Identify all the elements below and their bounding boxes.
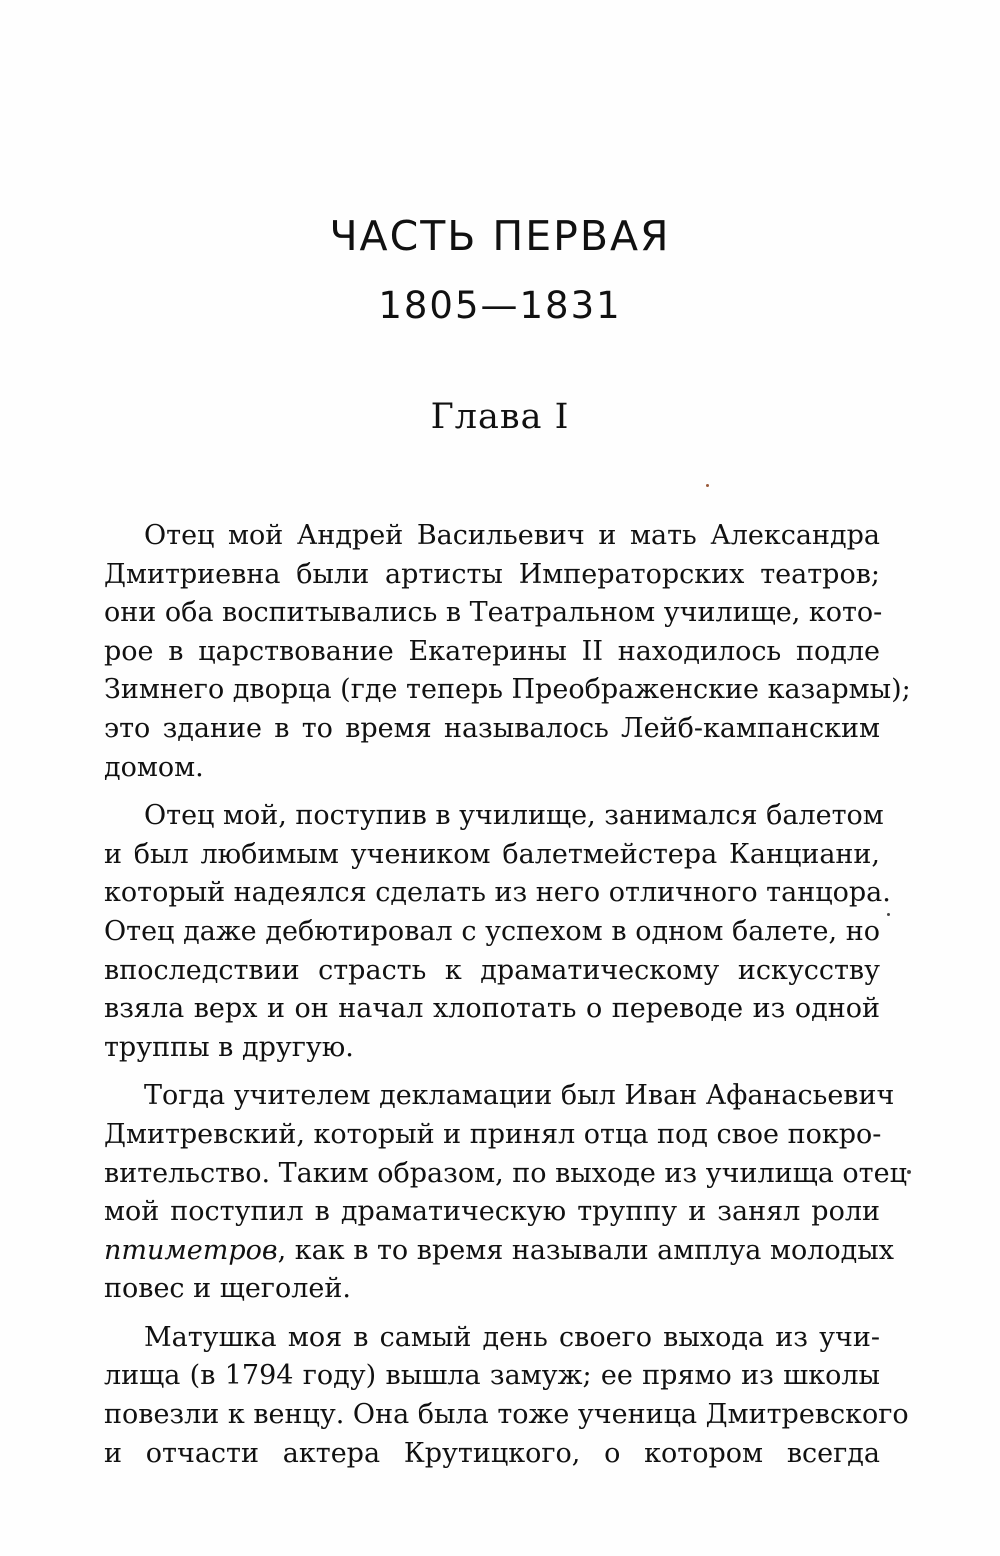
text-line: Дмитревский, который и принял отца под свое покро- bbox=[104, 1118, 882, 1150]
text-line: домом. bbox=[104, 751, 204, 783]
text-line: Зимнего дворца (где теперь Преображенские казармы); bbox=[104, 674, 911, 706]
text-run: , как в то время называли амплуа молодых bbox=[277, 1234, 894, 1266]
text-line: повезли к венцу. Она была тоже ученица Дмитревского bbox=[104, 1399, 909, 1431]
text-line: Матушка моя в самый день своего выхода из учи- bbox=[144, 1321, 880, 1353]
text-line: лища (в 1794 году) вышла замуж; ее прямо из школы bbox=[104, 1360, 880, 1392]
text-line: вительство. Таким образом, по выходе из училища отец bbox=[104, 1157, 907, 1189]
text-line: и отчасти актера Крутицкого, о котором всегда bbox=[104, 1437, 880, 1469]
text-line: Отец даже дебютировал с успехом в одном балете, но bbox=[104, 915, 880, 947]
text-line: Отец мой Андрей Васильевич и мать Александра bbox=[144, 520, 880, 551]
text-line: впоследствии страсть к драматическому искусству bbox=[104, 954, 880, 986]
paragraph-3 bbox=[104, 1077, 907, 1309]
text-line: Тогда учителем декламации был Иван Афанасьевич bbox=[144, 1080, 895, 1112]
chapter-body bbox=[104, 517, 911, 1483]
text-line: взяла верх и он начал хлопотать о переводе из одной bbox=[104, 993, 880, 1025]
text-line-mixed bbox=[104, 1232, 894, 1271]
part-years: 1805—1831 bbox=[378, 284, 622, 327]
part-title: ЧАСТЬ ПЕРВАЯ bbox=[329, 212, 671, 260]
text-line: повес и щеголей. bbox=[104, 1273, 351, 1305]
text-line: это здание в то время называлось Лейб-кампанским bbox=[104, 712, 880, 744]
text-line: труппы в другую. bbox=[104, 1031, 354, 1063]
text-line: Отец мой, поступив в училище, занимался балетом bbox=[144, 800, 884, 832]
text-line: который надеялся сделать из него отличного танцора. bbox=[104, 877, 891, 909]
paragraph-4 bbox=[104, 1319, 909, 1473]
text-line: они оба воспитывались в Театральном училище, кото- bbox=[104, 597, 883, 629]
italic-term: птиметров bbox=[104, 1234, 278, 1266]
text-line: мой поступил в драматическую труппу и занял роли bbox=[104, 1196, 880, 1228]
chapter-title: Глава I bbox=[430, 397, 570, 437]
print-speck bbox=[887, 913, 890, 916]
text-line: рое в царствование Екатерины II находилось подле bbox=[104, 635, 880, 667]
print-speck bbox=[706, 484, 709, 487]
text-line: Дмитриевна были артисты Императорских театров; bbox=[104, 558, 880, 590]
text-line: и был любимым учеником балетмейстера Канциани, bbox=[104, 838, 880, 870]
print-speck bbox=[907, 1170, 911, 1174]
paragraph-2 bbox=[104, 797, 891, 1067]
paragraph-1 bbox=[104, 517, 911, 787]
